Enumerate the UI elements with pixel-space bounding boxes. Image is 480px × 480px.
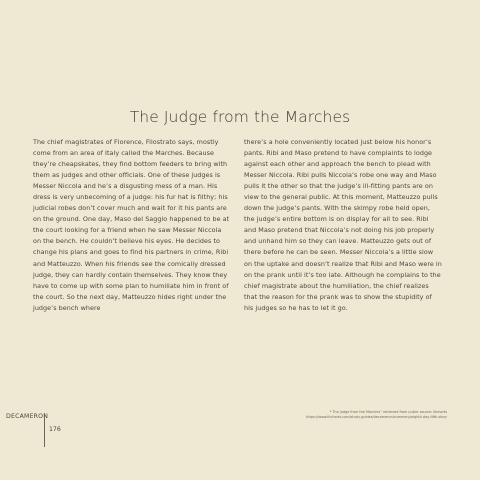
footnote-line-2: https://www.litcharts.com/study-guides/decameron/summary/eighth-day-fifth-story <box>306 415 447 420</box>
folio-divider <box>44 413 45 447</box>
footnote <box>207 410 447 421</box>
page-number: 176 <box>49 426 61 433</box>
page-title: The Judge from the Marches <box>129 108 351 126</box>
body-text-left-column: The chief magistrates of Florence, Filostrato says, mostly come from an area of Italy called the Marches. Because they’re cheapskates, they find bottom feeders to bring with them as judges and other officials. One of these judges is Messer Niccola and he’s a disgusting mess of a man. His dress is very unbecoming of a judge: his fur hat is filthy; his judicial robes don’t cover much and wait for it his pants are on the ground. One day, Maso del Saggio happened to be at the court looking for a friend when he saw Messer Niccola on the bench. He couldn’t believe his eyes. He decides to change his plans and goes to find his partners in crime, Ribi and Matteuzzo. When his friends see the comically dressed judge, they can hardly contain themselves. They know they have to come up with some plan to humiliate him in front of the court. So the next day, Matteuzzo hides right under the judge’s bench where <box>33 138 230 312</box>
body-text-right-column: there’s a hole conveniently located just below his honor’s pants. Ribi and Maso pretend to have complaints to lodge against each other and approach the bench to plead with Messer Niccola. Ribi pulls Niccola’s robe one way and Maso pulls it the other so that the judge’s ill-fitting pants are on view to the general public. At this moment, Matteuzzo pulls down the judge’s pants. With the skimpy robe held open, the judge’s entire bottom is on display for all to see. Ribi and Maso pretend that Niccola’s not doing his job properly and unhand him so they can leave. Matteuzzo gets out of there before he can be seen. Messer Niccola’s a little slow on the uptake and doesn’t realize that Ribi and Maso were in on the prank until it’s too late. Although he complains to the chief magistrate about the humiliation, the chief realizes that the reason for the prank was to show the stupidity of his judges so he has to let it go. <box>244 138 442 312</box>
running-head: DECAMERON <box>6 413 49 420</box>
footnote-line-1: * The Judge from the Marches” retrieved from public source: litcharts <box>329 410 447 414</box>
